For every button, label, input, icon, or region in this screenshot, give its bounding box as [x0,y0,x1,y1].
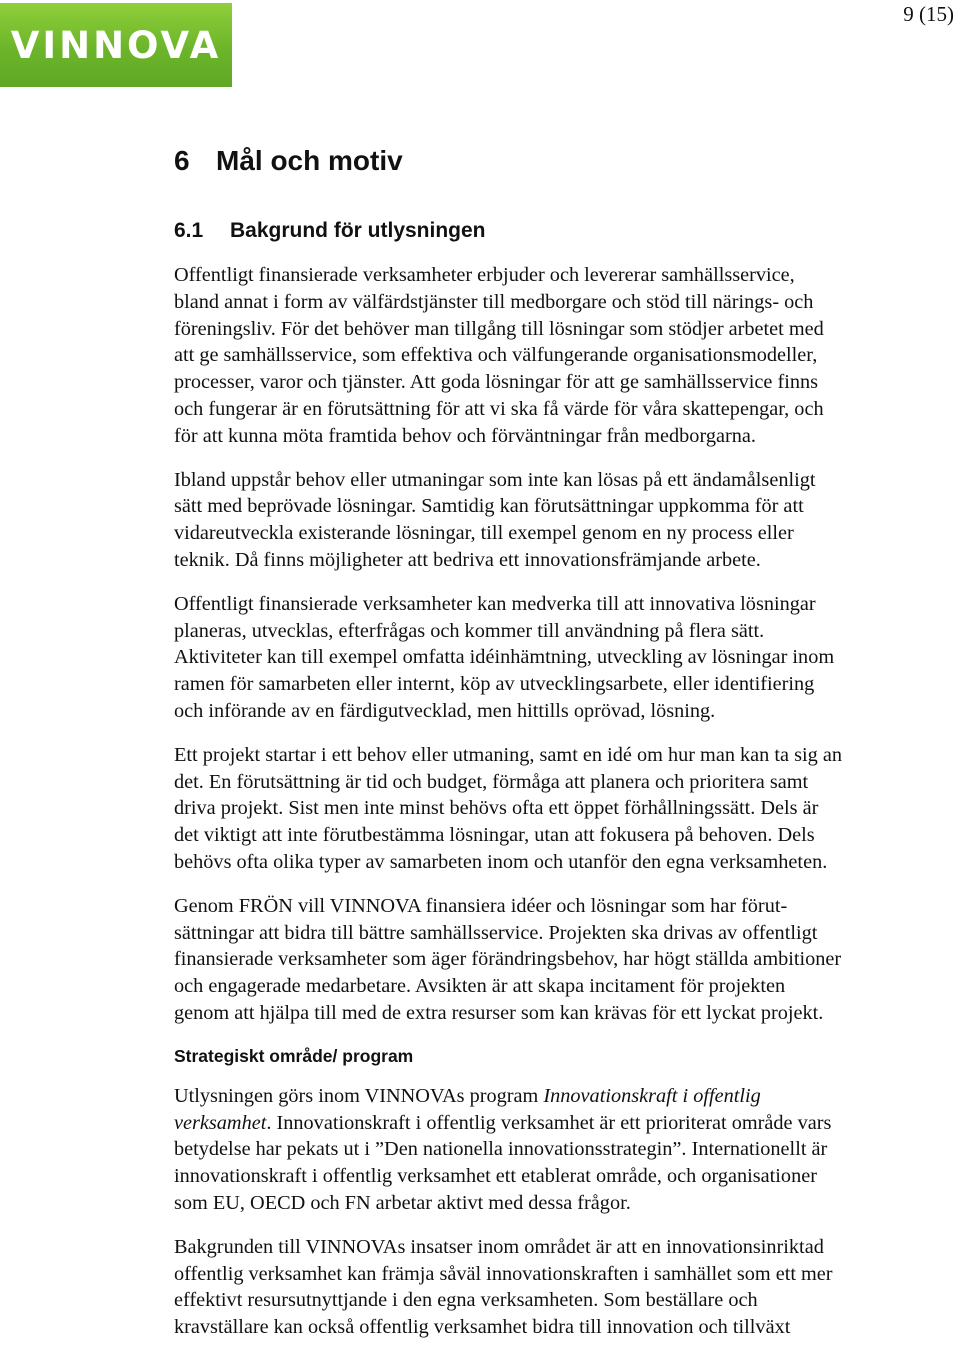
text-line: effektivt resursutnyttjande i den egna verksamheten. Som beställare och [174,1289,758,1312]
text-line: sättningar att bidra till bättre samhällsservice. Projekten ska drivas av offentligt [174,921,818,944]
text-line: Offentligt finansierade verksamheter kan medverka till att innovativa lösningar [174,592,816,615]
text-line: och engagerade medarbetare. Avsikten är att skapa incitament för projekten [174,975,786,998]
paragraph-7 [174,1234,942,1341]
vinnova-logo [0,3,232,87]
text-line: för att kunna möta framtida behov och förväntningar från medborgarna. [174,424,756,447]
text-line: behövs ofta olika typer av samarbeten inom och utanför den egna verksamheten. [174,850,828,873]
text-line: driva projekt. Sist men inte minst behövs ofta ett öppet förhållningssätt. Dels är [174,797,819,820]
page-number: 9 (15) [903,2,954,26]
paragraph-3 [174,591,942,725]
text-line: kravställare kan också offentlig verksamhet bidra till innovation och tillväxt [174,1316,791,1339]
text-line: det viktigt att inte förutbestämma lösningar, utan att fokusera på behoven. Dels [174,824,815,847]
text-line: Ett projekt startar i ett behov eller utmaning, samt en idé om hur man kan ta sig an [174,743,842,766]
text-line: sätt med beprövade lösningar. Samtidig kan förutsättningar uppkomma för att [174,495,804,518]
text-line: betydelse har pekats ut i ”Den nationella innovationsstrategin”. Internationellt är [174,1138,828,1161]
program-name: Innovationskraft i offentlig [543,1084,761,1107]
text-line: planeras, utvecklas, efterfrågas och kommer till användning på flera sätt. [174,619,765,642]
text-line [174,1083,942,1110]
text-line: det. En förutsättning är tid och budget, förmåga att planera och prioritera samt [174,770,809,793]
text-line: offentlig verksamhet kan främja såväl innovationskraften i samhället som ett mer [174,1262,833,1285]
section-heading [174,145,403,177]
paragraph-6 [174,1083,942,1217]
logo-text: VINNOVA [10,23,222,67]
text-fragment: Utlysningen görs inom VINNOVAs program [174,1084,544,1107]
paragraph-4 [174,742,942,876]
text-line: teknik. Då finns möjligheter att bedriva ett innovationsfrämjande arbete. [174,548,761,571]
text-line: och fungerar är en förutsättning för att vi ska få värde för våra skattepengar, och [174,397,824,420]
body-text [174,262,942,1358]
subsection-title: Bakgrund för utlysningen [230,219,486,242]
text-line: vidareutveckla existerande lösningar, till exempel genom en ny process eller [174,522,794,545]
text-line: innovationskraft i offentlig verksamhet ett etablerat område, och organisationer [174,1165,817,1188]
text-line: ramen för samarbeten eller internt, köp av utvecklingsarbete, eller identifiering [174,673,815,696]
text-line: och införande av en färdigutvecklad, men hittills oprövad, lösning. [174,699,716,722]
program-name-cont: verksamhet [174,1111,267,1134]
subsection-number: 6.1 [174,219,204,242]
text-line: processer, varor och tjänster. Att goda lösningar för att ge samhällsservice finns [174,371,819,394]
subsection-heading [174,219,486,243]
text-line: att ge samhällsservice, som effektiva och välfungerande organisationsmodeller, [174,344,818,367]
text-line: som EU, OECD och FN arbetar aktivt med dessa frågor. [174,1191,631,1214]
text-line: Aktiviteter kan till exempel omfatta idéinhämtning, utveckling av lösningar inom [174,646,835,669]
paragraph-2 [174,467,942,574]
text-line: Bakgrunden till VINNOVAs insatser inom området är att en innovationsinriktad [174,1235,824,1258]
section-title: Mål och motiv [216,145,403,176]
text-line: finansierade verksamheter som äger förändringsbehov, har högt ställda ambitioner [174,948,842,971]
text-line: föreningsliv. För det behöver man tillgång till lösningar som stödjer arbetet med [174,317,824,340]
paragraph-5 [174,893,942,1027]
text-fragment: . Innovationskraft i offentlig verksamhet är ett prioriterat område vars [266,1111,832,1134]
text-line: Offentligt finansierade verksamheter erbjuder och levererar samhällsservice, [174,264,795,286]
section-number: 6 [174,145,190,176]
text-line [174,1110,942,1137]
text-line: bland annat i form av välfärdstjänster till medborgare och stöd till närings- och [174,290,814,313]
paragraph-1 [174,262,942,450]
text-line: Ibland uppstår behov eller utmaningar som inte kan lösas på ett ändamålsenligt [174,468,816,491]
text-line: genom att hjälpa till med de extra resurser som kan krävas för ett lyckat projekt. [174,1001,824,1024]
text-line: Genom FRÖN vill VINNOVA finansiera idéer och lösningar som har förut- [174,894,788,917]
strategic-area-heading: Strategiskt område/ program [174,1045,414,1066]
